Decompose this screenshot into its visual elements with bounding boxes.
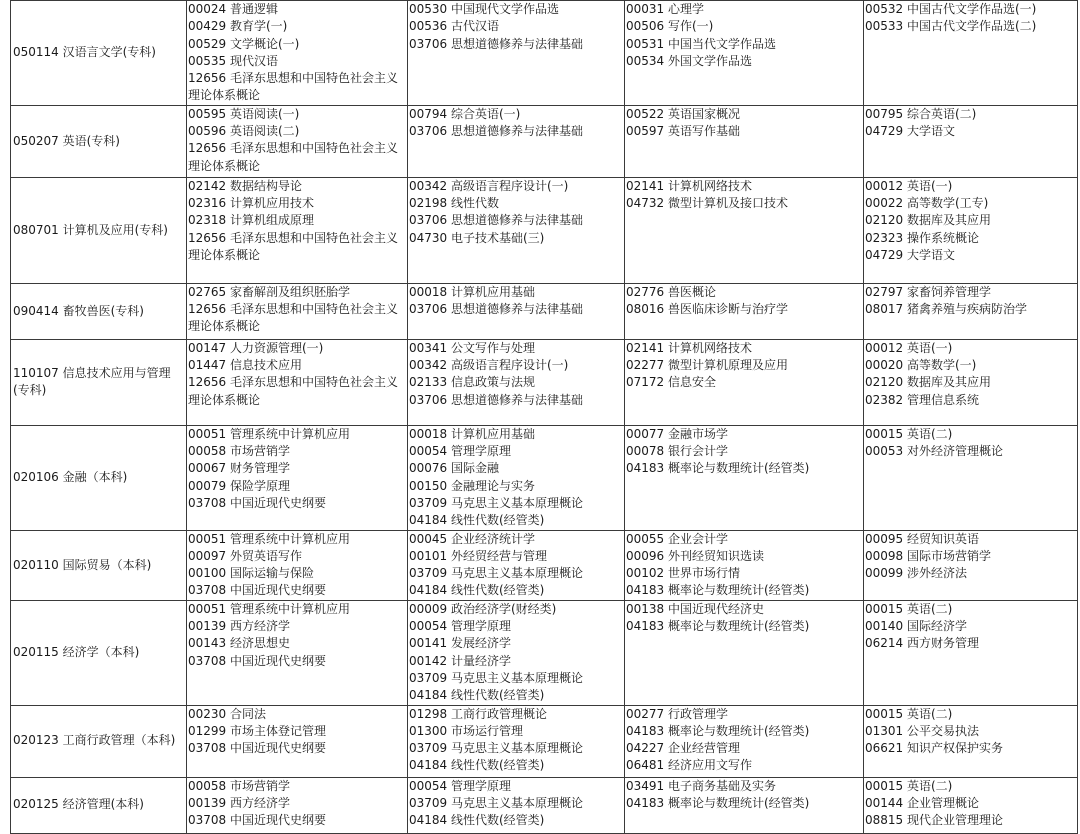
course-item: 00018 计算机应用基础 <box>409 426 535 441</box>
table-row <box>11 283 1078 339</box>
course-item: 03706 思想道德修养与法律基础 <box>409 36 583 51</box>
course-item: 00018 计算机应用基础 <box>409 284 535 299</box>
course-item: 00077 金融市场学 <box>626 426 728 441</box>
major-name-cell: 050207 英语(专科) <box>11 105 187 177</box>
course-item: 04732 微型计算机及接口技术 <box>626 196 788 211</box>
course-item: 03709 马克思主义基本原理概论 <box>409 741 583 756</box>
course-cell <box>408 777 625 833</box>
course-item: 01447 信息技术应用 <box>188 358 302 373</box>
course-cell <box>408 530 625 600</box>
course-item: 00012 英语(一) <box>865 340 953 355</box>
course-cell <box>625 283 864 339</box>
course-item: 00144 企业管理概论 <box>865 795 979 810</box>
course-item: 04730 电子技术基础(三) <box>409 230 545 245</box>
course-cell <box>864 425 1078 530</box>
course-item: 02141 计算机网络技术 <box>626 340 752 355</box>
course-item: 00024 普通逻辑 <box>188 2 278 16</box>
course-item: 02142 数据结构导论 <box>188 178 302 193</box>
course-item: 00530 中国现代文学作品选 <box>409 2 559 16</box>
course-item: 00031 心理学 <box>626 2 704 16</box>
course-item: 00150 金融理论与实务 <box>409 478 535 493</box>
course-item: 04729 大学语文 <box>865 124 955 139</box>
course-item: 03709 马克思主义基本原理概论 <box>409 795 583 810</box>
course-item: 08815 现代企业管理理论 <box>865 813 1003 828</box>
course-item: 02765 家畜解剖及组织胚胎学 <box>188 284 350 299</box>
course-item: 00341 公文写作与处理 <box>409 340 535 355</box>
course-item: 00015 英语(二) <box>865 601 953 616</box>
course-cell <box>408 339 625 425</box>
course-item: 00533 中国古代文学作品选(二) <box>865 19 1037 34</box>
course-item: 02120 数据库及其应用 <box>865 375 991 390</box>
course-item: 00139 西方经济学 <box>188 619 290 634</box>
course-item: 03708 中国近现代史纲要 <box>188 495 326 510</box>
course-item: 00099 涉外经济法 <box>865 566 967 581</box>
course-item: 00141 发展经济学 <box>409 636 511 651</box>
course-cell <box>408 600 625 705</box>
course-item: 04729 大学语文 <box>865 247 955 262</box>
course-cell <box>625 425 864 530</box>
course-item: 00277 行政管理学 <box>626 706 728 721</box>
course-item: 00022 高等数学(工专) <box>865 196 989 211</box>
course-item: 02141 计算机网络技术 <box>626 178 752 193</box>
exam-course-table <box>10 0 1078 834</box>
course-cell <box>187 600 408 705</box>
course-item: 04184 线性代数(经管类) <box>409 583 545 598</box>
course-item: 00012 英语(一) <box>865 178 953 193</box>
course-item: 00076 国际金融 <box>409 461 499 476</box>
course-cell <box>864 339 1078 425</box>
course-cell <box>187 530 408 600</box>
course-item: 00051 管理系统中计算机应用 <box>188 601 350 616</box>
course-item: 02277 微型计算机原理及应用 <box>626 358 788 373</box>
course-cell <box>408 105 625 177</box>
course-item: 04183 概率论与数理统计(经管类) <box>626 723 810 738</box>
course-item: 00531 中国当代文学作品选 <box>626 36 776 51</box>
course-item: 02198 线性代数 <box>409 196 499 211</box>
course-cell <box>187 177 408 283</box>
course-item: 00535 现代汉语 <box>188 53 278 68</box>
course-item: 00015 英语(二) <box>865 778 953 793</box>
course-item: 00053 对外经济管理概论 <box>865 444 1003 459</box>
course-item: 03708 中国近现代史纲要 <box>188 583 326 598</box>
table-row <box>11 177 1078 283</box>
course-item: 03709 马克思主义基本原理概论 <box>409 566 583 581</box>
course-item: 00429 教育学(一) <box>188 19 288 34</box>
major-name-cell: 020125 经济管理(本科) <box>11 777 187 833</box>
course-item: 00058 市场营销学 <box>188 778 290 793</box>
course-item: 00522 英语国家概况 <box>626 106 740 121</box>
course-cell <box>625 705 864 777</box>
course-item: 00506 写作(一) <box>626 19 714 34</box>
course-item: 00058 市场营销学 <box>188 444 290 459</box>
course-item: 02316 计算机应用技术 <box>188 196 314 211</box>
course-item: 00794 综合英语(一) <box>409 106 521 121</box>
course-item: 03491 电子商务基础及实务 <box>626 778 776 793</box>
course-item: 00595 英语阅读(一) <box>188 106 300 121</box>
course-cell <box>625 177 864 283</box>
course-item: 03706 思想道德修养与法律基础 <box>409 213 583 228</box>
course-item: 04184 线性代数(经管类) <box>409 513 545 528</box>
course-item: 00147 人力资源管理(一) <box>188 340 324 355</box>
course-item: 02382 管理信息系统 <box>865 392 979 407</box>
course-cell <box>408 425 625 530</box>
course-item: 00139 西方经济学 <box>188 795 290 810</box>
course-item: 06621 知识产权保护实务 <box>865 741 1003 756</box>
course-cell <box>187 1 408 106</box>
course-item: 03706 思想道德修养与法律基础 <box>409 124 583 139</box>
course-item: 00596 英语阅读(二) <box>188 124 300 139</box>
course-item: 00045 企业经济统计学 <box>409 531 535 546</box>
table-row <box>11 105 1078 177</box>
course-cell <box>864 530 1078 600</box>
course-item: 06481 经济应用文写作 <box>626 758 752 773</box>
major-name-cell: 020115 经济学（本科) <box>11 600 187 705</box>
course-item: 00597 英语写作基础 <box>626 124 740 139</box>
course-item: 03708 中国近现代史纲要 <box>188 653 326 668</box>
course-item: 04184 线性代数(经管类) <box>409 688 545 703</box>
course-item: 04183 概率论与数理统计(经管类) <box>626 795 810 810</box>
course-item: 00009 政治经济学(财经类) <box>409 601 557 616</box>
course-cell <box>408 177 625 283</box>
course-item: 01299 市场主体登记管理 <box>188 723 326 738</box>
course-cell <box>187 339 408 425</box>
course-item: 00098 国际市场营销学 <box>865 548 991 563</box>
course-cell <box>864 1 1078 106</box>
course-item: 04183 概率论与数理统计(经管类) <box>626 619 810 634</box>
table-row <box>11 600 1078 705</box>
course-cell <box>625 777 864 833</box>
course-item: 02133 信息政策与法规 <box>409 375 535 390</box>
course-item: 12656 毛泽东思想和中国特色社会主义理论体系概论 <box>188 375 398 407</box>
course-item: 00051 管理系统中计算机应用 <box>188 531 350 546</box>
course-item: 08016 兽医临床诊断与治疗学 <box>626 302 788 317</box>
course-item: 00342 高级语言程序设计(一) <box>409 178 569 193</box>
course-item: 01301 公平交易执法 <box>865 723 979 738</box>
course-item: 00051 管理系统中计算机应用 <box>188 426 350 441</box>
major-name-cell: 110107 信息技术应用与管理(专科) <box>11 339 187 425</box>
course-item: 00096 外刊经贸知识选读 <box>626 548 764 563</box>
course-cell <box>864 283 1078 339</box>
course-item: 00142 计量经济学 <box>409 653 511 668</box>
course-cell <box>864 600 1078 705</box>
course-item: 01298 工商行政管理概论 <box>409 706 547 721</box>
course-item: 00067 财务管理学 <box>188 461 290 476</box>
course-cell <box>625 1 864 106</box>
major-name-cell: 020106 金融（本科) <box>11 425 187 530</box>
course-item: 00079 保险学原理 <box>188 478 290 493</box>
course-item: 01300 市场运行管理 <box>409 723 523 738</box>
course-cell <box>864 777 1078 833</box>
course-cell <box>187 283 408 339</box>
course-item: 00054 管理学原理 <box>409 619 511 634</box>
course-item: 12656 毛泽东思想和中国特色社会主义理论体系概论 <box>188 302 398 334</box>
course-item: 04183 概率论与数理统计(经管类) <box>626 461 810 476</box>
course-item: 00097 外贸英语写作 <box>188 548 302 563</box>
table-row <box>11 1 1078 106</box>
course-item: 00138 中国近现代经济史 <box>626 601 764 616</box>
course-cell <box>187 705 408 777</box>
table-row <box>11 339 1078 425</box>
course-item: 00534 外国文学作品选 <box>626 53 752 68</box>
course-cell <box>187 777 408 833</box>
course-cell <box>625 600 864 705</box>
course-item: 00342 高级语言程序设计(一) <box>409 358 569 373</box>
course-item: 00536 古代汉语 <box>409 19 499 34</box>
course-cell <box>625 339 864 425</box>
course-item: 03706 思想道德修养与法律基础 <box>409 302 583 317</box>
course-item: 00015 英语(二) <box>865 706 953 721</box>
course-item: 03708 中国近现代史纲要 <box>188 741 326 756</box>
course-cell <box>187 105 408 177</box>
table-row <box>11 425 1078 530</box>
course-item: 03706 思想道德修养与法律基础 <box>409 392 583 407</box>
course-cell <box>625 105 864 177</box>
table-row <box>11 530 1078 600</box>
course-item: 12656 毛泽东思想和中国特色社会主义理论体系概论 <box>188 141 398 173</box>
course-cell <box>408 705 625 777</box>
course-item: 06214 西方财务管理 <box>865 636 979 651</box>
course-cell <box>187 425 408 530</box>
course-item: 04183 概率论与数理统计(经管类) <box>626 583 810 598</box>
course-item: 12656 毛泽东思想和中国特色社会主义理论体系概论 <box>188 230 398 262</box>
course-item: 08017 猪禽养殖与疾病防治学 <box>865 302 1027 317</box>
course-item: 03709 马克思主义基本原理概论 <box>409 495 583 510</box>
course-item: 00529 文学概论(一) <box>188 36 300 51</box>
major-name-cell: 050114 汉语言文学(专科) <box>11 1 187 106</box>
course-item: 00140 国际经济学 <box>865 619 967 634</box>
course-item: 00102 世界市场行情 <box>626 566 740 581</box>
course-cell <box>864 105 1078 177</box>
course-item: 00230 合同法 <box>188 706 266 721</box>
major-name-cell: 090414 畜牧兽医(专科) <box>11 283 187 339</box>
course-item: 00101 外经贸经营与管理 <box>409 548 547 563</box>
course-cell <box>864 177 1078 283</box>
table-body <box>11 1 1078 834</box>
course-item: 07172 信息安全 <box>626 375 716 390</box>
table-row <box>11 777 1078 833</box>
course-item: 04184 线性代数(经管类) <box>409 758 545 773</box>
major-name-cell: 080701 计算机及应用(专科) <box>11 177 187 283</box>
course-item: 00143 经济思想史 <box>188 636 290 651</box>
course-item: 00054 管理学原理 <box>409 444 511 459</box>
course-item: 02318 计算机组成原理 <box>188 213 314 228</box>
course-item: 12656 毛泽东思想和中国特色社会主义理论体系概论 <box>188 71 398 103</box>
course-cell <box>864 705 1078 777</box>
course-item: 03709 马克思主义基本原理概论 <box>409 670 583 685</box>
course-item: 00020 高等数学(一) <box>865 358 977 373</box>
major-name-cell: 020123 工商行政管理（本科) <box>11 705 187 777</box>
course-item: 03708 中国近现代史纲要 <box>188 813 326 828</box>
course-item: 04184 线性代数(经管类) <box>409 813 545 828</box>
course-cell <box>408 283 625 339</box>
course-item: 00054 管理学原理 <box>409 778 511 793</box>
course-item: 00015 英语(二) <box>865 426 953 441</box>
course-item: 00095 经贸知识英语 <box>865 531 979 546</box>
course-item: 00532 中国古代文学作品选(一) <box>865 2 1037 16</box>
course-item: 00055 企业会计学 <box>626 531 728 546</box>
course-item: 02323 操作系统概论 <box>865 230 979 245</box>
course-item: 02797 家畜饲养管理学 <box>865 284 991 299</box>
course-item: 00795 综合英语(二) <box>865 106 977 121</box>
course-item: 00100 国际运输与保险 <box>188 566 314 581</box>
course-item: 02120 数据库及其应用 <box>865 213 991 228</box>
course-item: 00078 银行会计学 <box>626 444 728 459</box>
course-cell <box>625 530 864 600</box>
course-cell <box>408 1 625 106</box>
course-item: 02776 兽医概论 <box>626 284 716 299</box>
table-row <box>11 705 1078 777</box>
course-item: 04227 企业经营管理 <box>626 741 740 756</box>
major-name-cell: 020110 国际贸易（本科) <box>11 530 187 600</box>
